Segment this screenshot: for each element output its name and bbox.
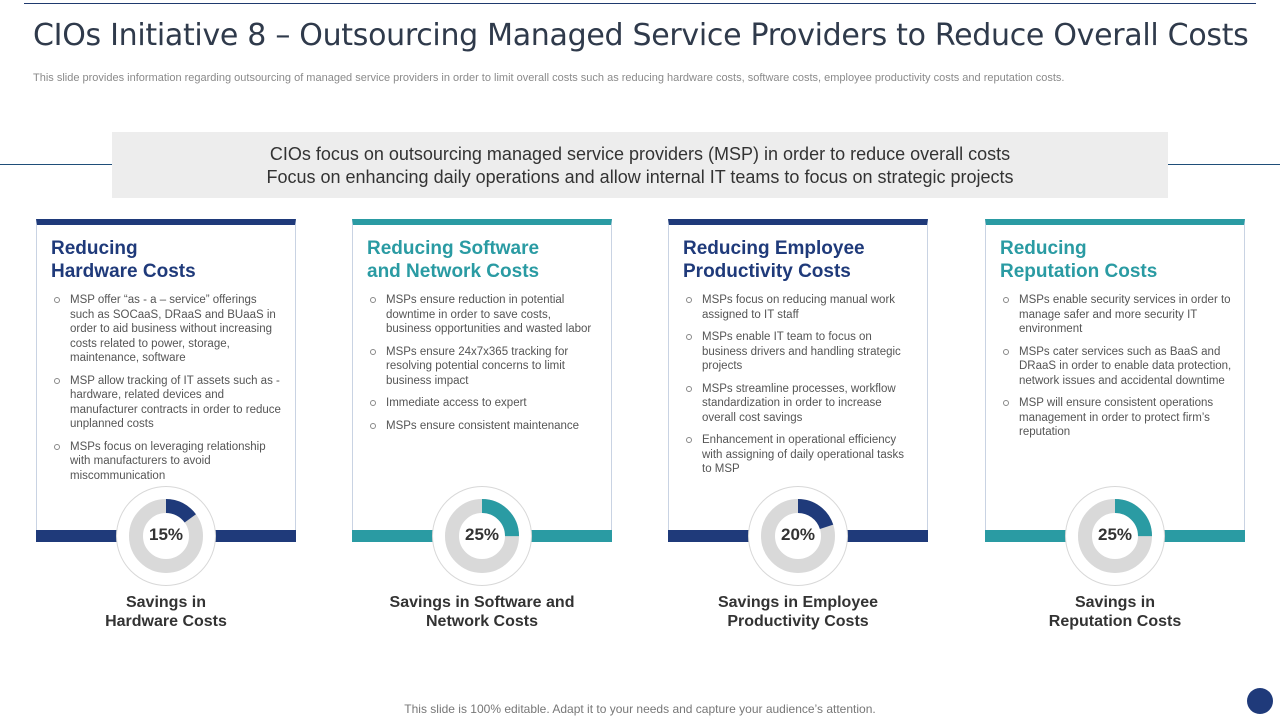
savings-percent: 25% (464, 525, 500, 544)
savings-donut (1065, 486, 1165, 586)
bullet-item: MSPs streamline processes, workflow standardization in order to increase overall cost savings (685, 382, 915, 426)
caption-line: Savings in (125, 594, 207, 611)
caption-line: Reputation Costs (1048, 613, 1182, 630)
card-title-line: and Network Costs (367, 261, 540, 282)
savings-percent: 15% (148, 525, 184, 544)
bullet-list (685, 293, 915, 485)
bullet-item: MSPs ensure 24x7x365 tracking for resolving potential concerns to limit business impact (369, 345, 599, 389)
savings-caption (668, 593, 928, 631)
bullet-list (53, 293, 283, 491)
footer-note: This slide is 100% editable. Adapt it to your needs and capture your audience’s attention. (404, 702, 876, 716)
banner-line-2: Focus on enhancing daily operations and allow internal IT teams to focus on strategic projects (266, 167, 1014, 187)
card-title-line: Productivity Costs (683, 261, 851, 282)
bullet-item: MSPs ensure reduction in potential downtime in order to save costs, business opportunities and wasted labor (369, 293, 599, 337)
card-title-line: Reducing (51, 238, 138, 259)
savings-caption (352, 593, 612, 631)
savings-percent: 25% (1097, 525, 1133, 544)
slide-title: CIOs Initiative 8 – Outsourcing Managed Service Providers to Reduce Overall Costs (33, 18, 1249, 53)
page-indicator-dot (1247, 688, 1273, 714)
bullet-item: MSPs enable security services in order to manage safer and more security IT environment (1002, 293, 1232, 337)
card-title-line: Reducing Software (367, 238, 540, 259)
savings-donut (116, 486, 216, 586)
bullet-item: MSP will ensure consistent operations management in order to protect firm’s reputation (1002, 396, 1232, 440)
savings-percent: 20% (780, 525, 816, 544)
savings-caption (985, 593, 1245, 631)
top-rule (24, 3, 1256, 4)
card-title (51, 237, 281, 283)
bullet-item: MSPs cater services such as BaaS and DRaaS in order to enable data protection, network issues and accidental downtime (1002, 345, 1232, 389)
slide-subtitle: This slide provides information regarding outsourcing of managed service providers in order to limit overall costs such as reducing hardware costs, software costs, employee productivity costs and reputation costs. (33, 72, 1065, 84)
card-title-line: Reducing Employee (683, 238, 865, 259)
bullet-item: Immediate access to expert (369, 396, 599, 411)
caption-line: Productivity Costs (727, 613, 869, 630)
bullet-item: MSPs enable IT team to focus on business drivers and handling strategic projects (685, 330, 915, 374)
bullet-item: MSP allow tracking of IT assets such as - hardware, related devices and manufacturer contracts in order to reduce unplanned costs (53, 374, 283, 432)
card-title-line: Hardware Costs (51, 261, 196, 282)
bullet-item: Enhancement in operational efficiency with assigning of daily operational tasks to MSP (685, 433, 915, 477)
caption-line: Savings in Software and (389, 594, 575, 611)
banner-rule-left (0, 164, 112, 165)
bullet-item: MSPs focus on leveraging relationship with manufacturers to avoid miscommunication (53, 440, 283, 484)
card-title (367, 237, 597, 283)
card-title (683, 237, 913, 283)
focus-banner (112, 132, 1168, 198)
card-title-line: Reputation Costs (1000, 261, 1158, 282)
banner-line-1: CIOs focus on outsourcing managed service providers (MSP) in order to reduce overall costs (269, 144, 1011, 164)
savings-caption (36, 593, 296, 631)
bullet-item: MSPs ensure consistent maintenance (369, 419, 599, 434)
savings-donut (748, 486, 848, 586)
banner-rule-right (1168, 164, 1280, 165)
card-title (1000, 237, 1230, 283)
caption-line: Network Costs (425, 613, 539, 630)
bullet-item: MSP offer “as - a – service” offerings such as SOCaaS, DRaaS and BUaaS in order to aid business without increasing costs related to power, storage, maintenance, software (53, 293, 283, 366)
caption-line: Savings in (1074, 594, 1156, 611)
caption-line: Hardware Costs (105, 613, 227, 630)
bullet-item: MSPs focus on reducing manual work assigned to IT staff (685, 293, 915, 322)
bullet-list (369, 293, 599, 441)
caption-line: Savings in Employee (717, 594, 879, 611)
card-title-line: Reducing (1000, 238, 1087, 259)
savings-donut (432, 486, 532, 586)
bullet-list (1002, 293, 1232, 448)
